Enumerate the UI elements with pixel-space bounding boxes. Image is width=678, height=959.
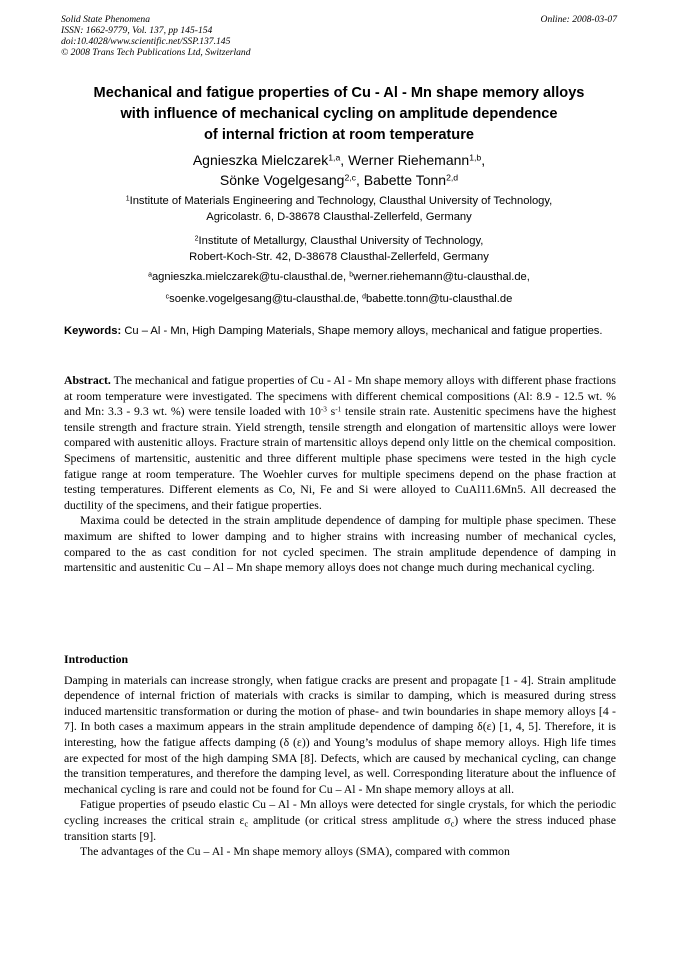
doi: doi:10.4028/www.scientific.net/SSP.137.145 bbox=[61, 36, 231, 47]
affiliation-line: Robert-Koch-Str. 42, D-38678 Clausthal-Zellerfeld, Germany bbox=[189, 251, 489, 263]
abstract-label: Abstract. bbox=[64, 373, 111, 387]
author-marker: 2,d bbox=[446, 172, 459, 183]
affiliation-marker: 1 bbox=[125, 195, 130, 203]
superscript: -1 bbox=[335, 404, 342, 414]
superscript: -3 bbox=[320, 404, 327, 414]
author-line bbox=[60, 170, 618, 190]
affiliation-text: Institute of Materials Engineering and Technology, Clausthal University of Technology, bbox=[129, 195, 553, 207]
title-line: with influence of mechanical cycling on amplitude dependence bbox=[120, 106, 558, 122]
subscript: c bbox=[450, 819, 455, 829]
separator: , bbox=[340, 152, 349, 168]
separator: , bbox=[526, 271, 530, 283]
body-text: ) where the stress induced phase transition starts [9]. bbox=[64, 812, 617, 843]
email-marker: c bbox=[165, 293, 170, 301]
affiliation-text: Institute of Metallurgy, Clausthal University of Technology, bbox=[198, 235, 484, 247]
separator: , bbox=[343, 271, 350, 283]
email-address[interactable]: werner.riehemann@tu-clausthal.de bbox=[353, 271, 527, 283]
abstract-paragraph: Maxima could be detected in the strain amplitude dependence of damping for multiple phase specimen. These maximum are shifted to lower damping and to higher strains with increasing number of mechanical cycles, compared to the as cast condition for not cycled specimen. The strain amplitude dependence of damping in martensitic and austenitic Cu – Al – Mn shape memory alloys does not change much during mechanical cycling. bbox=[64, 513, 616, 575]
abstract-text: s bbox=[326, 404, 336, 419]
email-marker: a bbox=[148, 271, 152, 279]
paper-title bbox=[52, 83, 626, 146]
author-name: Babette Tonn bbox=[363, 172, 447, 188]
author-name: Sönke Vogelgesang bbox=[219, 172, 345, 188]
affiliation-line bbox=[60, 193, 618, 209]
email-line bbox=[60, 269, 618, 285]
author-name: Werner Riehemann bbox=[348, 152, 470, 168]
email-marker: d bbox=[362, 293, 366, 301]
affiliation-line bbox=[60, 233, 618, 249]
email-address[interactable]: soenke.vogelgesang@tu-clausthal.de bbox=[169, 293, 356, 305]
subscript: c bbox=[244, 819, 249, 829]
section-heading: Introduction bbox=[64, 652, 129, 666]
abstract-text: tensile strain rate. Austenitic specimens have the highest tensile strength and fracture strain. Yield strength, tensile strength and elongation of martensitic alloys were lower compared with austenitic alloys. Fracture strain of martensitic alloys depend only little on the chemical composition. Specimens of martensitic, austenitic and three different multiple phase specimens were tested in the high cycle fatigue range at room temperature. The Woehler curves for multiple specimens depend on the phase fraction at testing temperatures. Different elements as Co, Ni, Fe and Si were alloyed to CuAl11.6Mn5. All decreased the ductility of the specimens, and their fatigue properties. bbox=[64, 404, 616, 512]
author-name: Agnieszka Mielczarek bbox=[192, 152, 329, 168]
email-address[interactable]: agnieszka.mielczarek@tu-clausthal.de bbox=[151, 271, 344, 283]
keywords-block bbox=[64, 323, 616, 339]
title-line: of internal friction at room temperature bbox=[203, 127, 475, 143]
introduction-section bbox=[64, 652, 616, 860]
abstract-paragraph bbox=[64, 373, 616, 513]
title-line: Mechanical and fatigue properties of Cu - Al - Mn shape memory alloys bbox=[93, 85, 585, 101]
email-line bbox=[60, 291, 618, 307]
email-address[interactable]: babette.tonn@tu-clausthal.de bbox=[365, 293, 513, 305]
issn: ISSN: 1662-9779, Vol. 137, pp 145-154 bbox=[61, 25, 213, 36]
affiliations bbox=[60, 193, 618, 307]
affiliation-marker: 2 bbox=[194, 235, 199, 243]
abstract-section bbox=[64, 373, 616, 576]
author-line bbox=[60, 150, 618, 170]
author-marker: 1,a bbox=[328, 152, 341, 163]
journal-name: Solid State Phenomena bbox=[61, 14, 150, 25]
separator: , bbox=[481, 152, 486, 168]
body-paragraph: The advantages of the Cu – Al - Mn shape memory alloys (SMA), compared with common bbox=[80, 844, 510, 859]
author-list bbox=[60, 150, 618, 190]
keywords-label: Keywords: bbox=[64, 325, 122, 337]
keywords-text: Cu – Al - Mn, High Damping Materials, Shape memory alloys, mechanical and fatigue properties. bbox=[124, 325, 603, 337]
online-date: Online: 2008-03-07 bbox=[540, 14, 617, 25]
body-paragraph bbox=[64, 797, 616, 844]
affiliation-line: Agricolastr. 6, D-38678 Clausthal-Zellerfeld, Germany bbox=[206, 211, 472, 223]
email-marker: b bbox=[349, 271, 354, 279]
abstract-text: The mechanical and fatigue properties of Cu - Al - Mn shape memory alloys with different phase fractions at room temperature were investigated. The specimens with different chemical compositions (Al: 8.9 - 12.5 wt. % and Mn: 3.3 - 9.3 wt. %) were tensile loaded with 10 bbox=[64, 373, 616, 419]
body-text: Fatigue properties of pseudo elastic Cu – Al - Mn alloys were detected for single crystals, for which the periodic cycling increases the critical strain ε bbox=[64, 797, 616, 827]
journal-header bbox=[61, 14, 617, 58]
author-marker: 1,b bbox=[469, 152, 482, 163]
copyright: © 2008 Trans Tech Publications Ltd, Switzerland bbox=[61, 47, 251, 58]
body-text: amplitude (or critical stress amplitude σ bbox=[248, 812, 451, 827]
separator: , bbox=[356, 172, 364, 188]
author-marker: 2,c bbox=[344, 172, 357, 183]
separator: , bbox=[355, 293, 363, 305]
body-paragraph: Damping in materials can increase strongly, when fatigue cracks are present and propagate [1 - 4]. Strain amplitude dependence of internal friction of materials with cracks is similar to damping, which is measured during stress induced martensitic transformation or during the motion of phase- and twin boundaries in shape memory alloys [4 - 7]. In both cases a maximum appears in the strain amplitude dependence of damping δ(ε) [1, 4, 5]. Therefore, it is interesting, how the fatigue affects damping (δ (ε)) and Young’s modulus of shape memory alloys. High life times are expected for most of the high damping SMA [8]. Defects, which are caused by mechanical cycling, can change the transition temperatures, and therefore the damping level, as well. Corresponding literature about the influence of mechanical cycling is rare and could not be found for Cu – Al - Mn shape memory alloys at all. bbox=[64, 672, 616, 796]
